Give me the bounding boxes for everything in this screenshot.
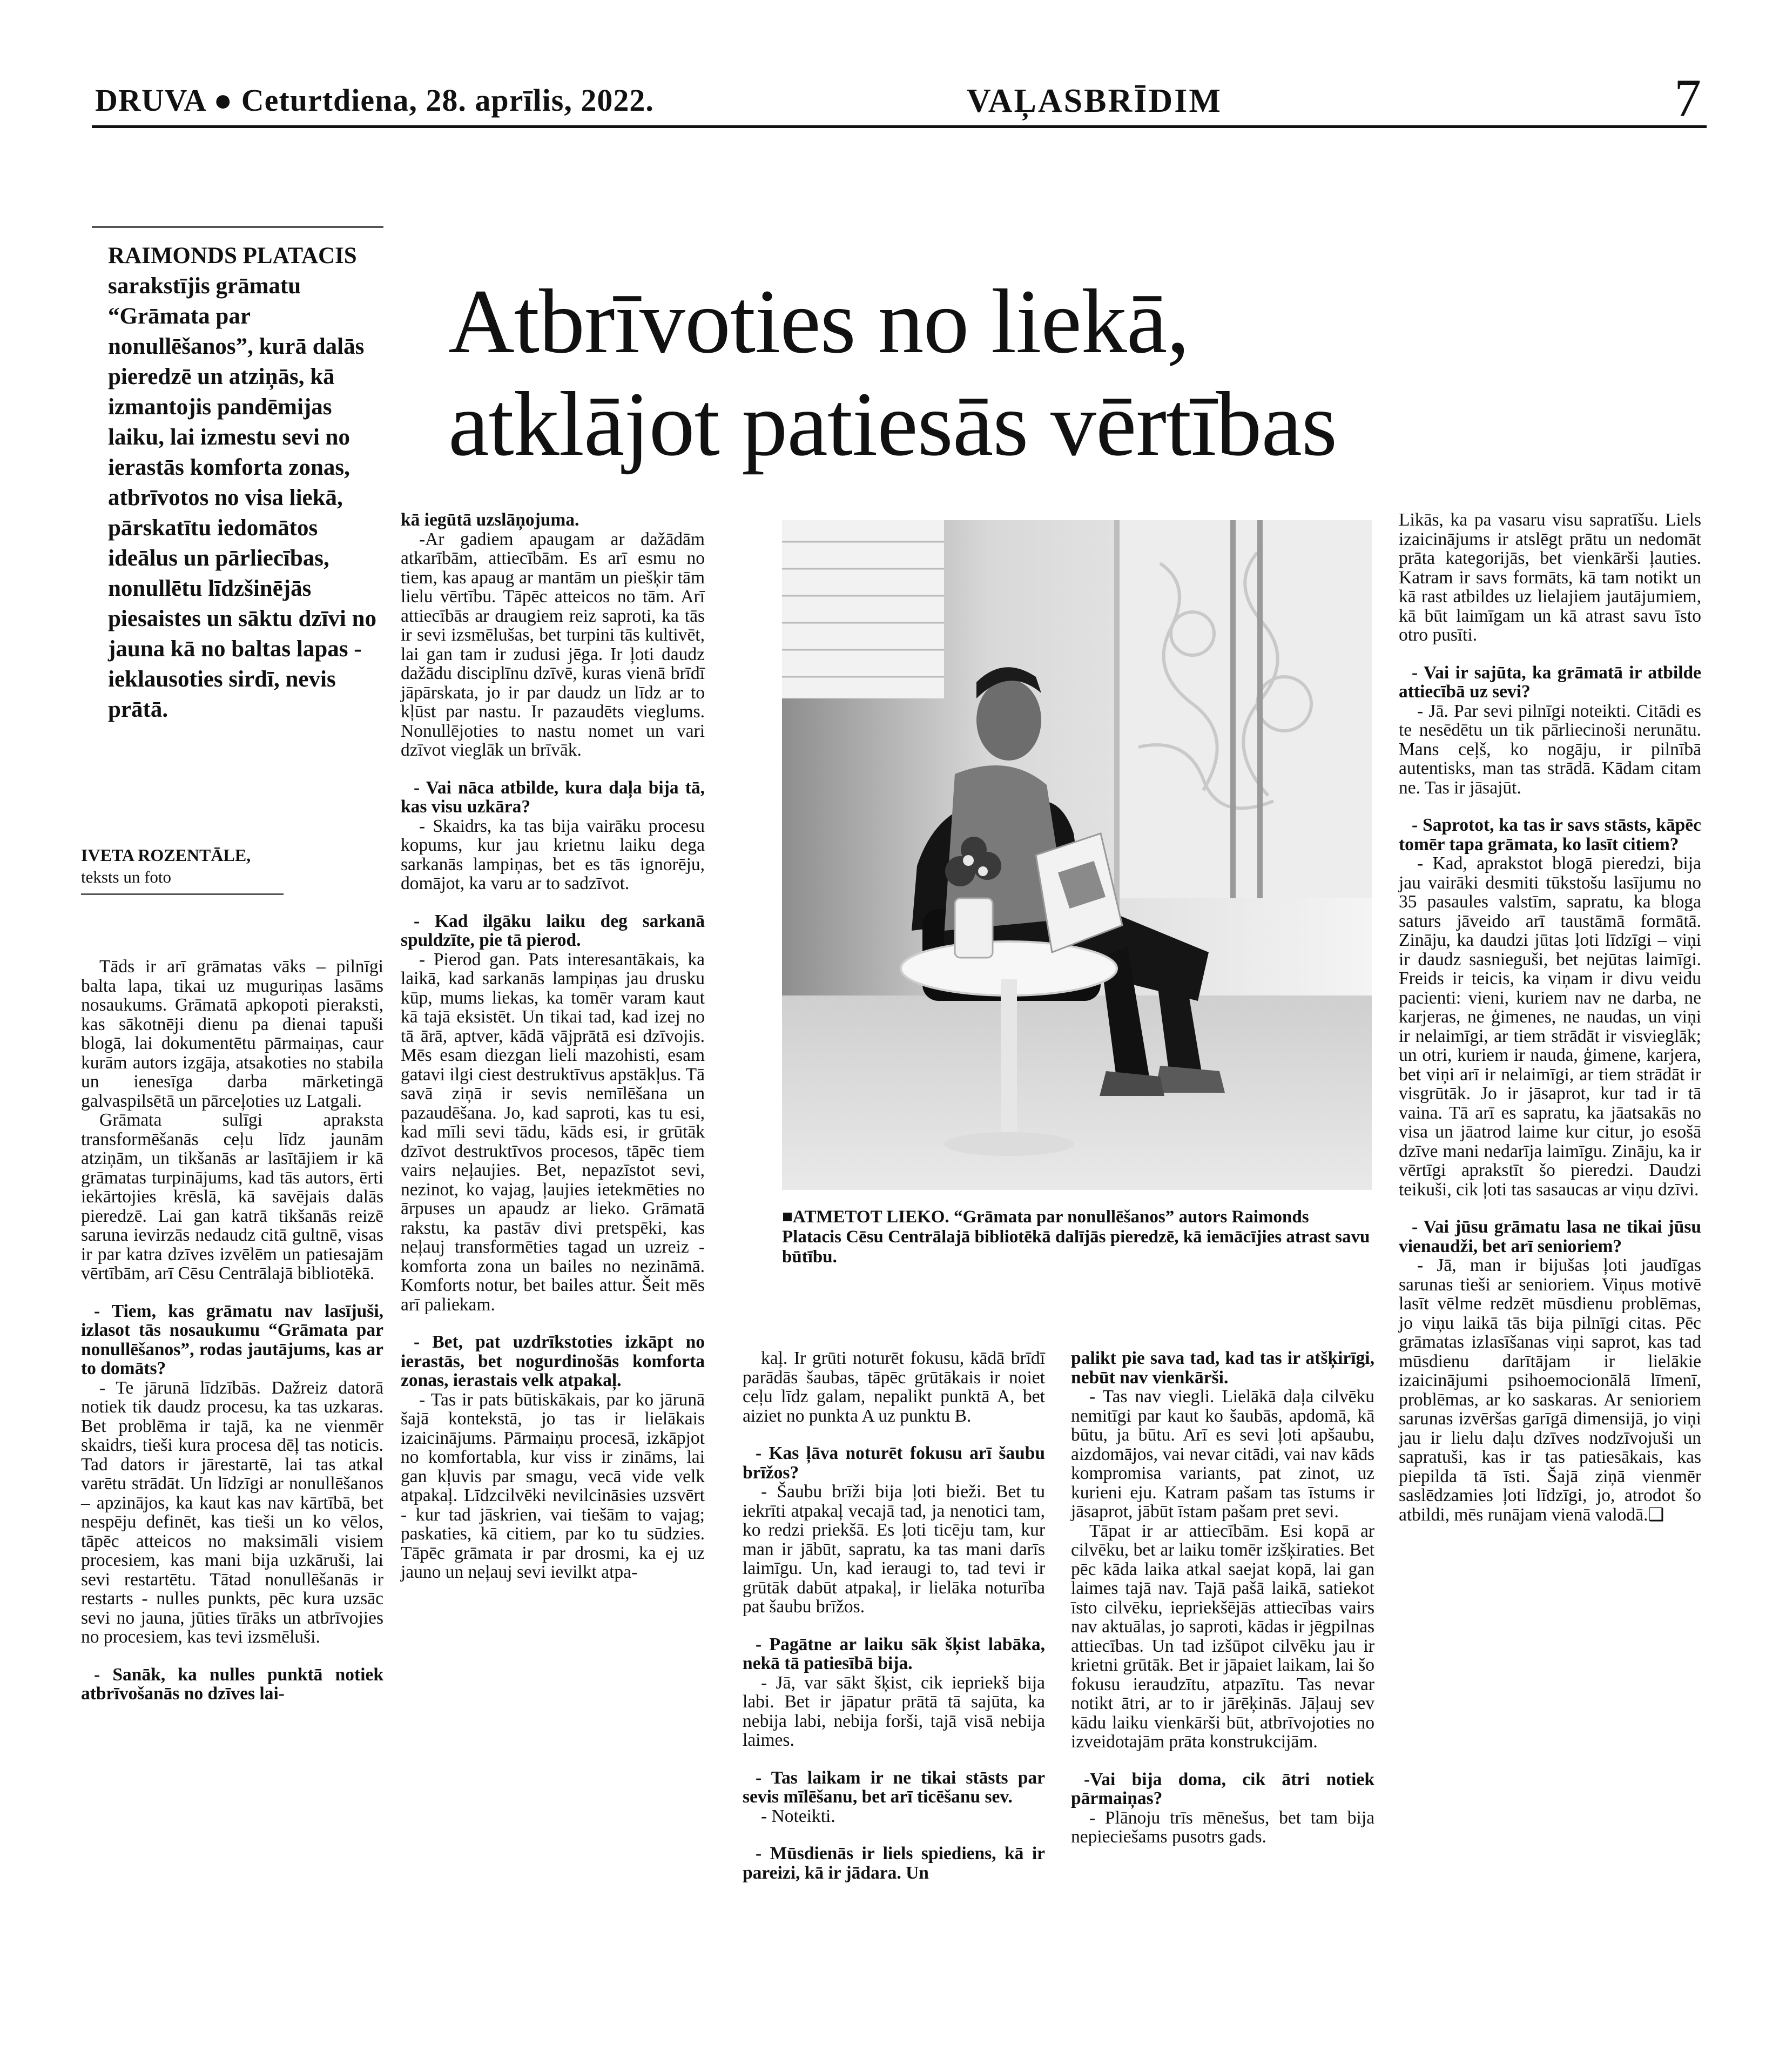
caption-label: ■ATMETOT LIEKO.: [782, 1207, 949, 1227]
article-paragraph: - Šaubu brīži bija ļoti bieži. Bet tu iekrīti atpakaļ vecajā tad, ja nenotici tam, ko redzi priekšā. Es ļoti ticēju tam, kur man ir jābūt, sapratu, ka tas mani darīs laimīgu. Un, kad ieraugi to, tad tevi ir grūtāk dabūt atpakaļ, ir lielāka noturība pat šaubu brīžos.: [743, 1482, 1045, 1617]
interview-question: - Vai nāca atbilde, kura daļa bija tā, kas visu uzkāra?: [401, 777, 705, 817]
article-paragraph: - Jā. Par sevi pilnīgi noteikti. Citādi es te nesēdētu un tik pārliecinoši nerunātu. Mans ceļš, ko nogāju, ir pilnībā autentisks, man tas strādā. Kādam citam ne. Tas ir jāsajūt.: [1399, 701, 1701, 798]
body-column-4: [1071, 1349, 1374, 1847]
article-paragraph: kaļ. Ir grūti noturēt fokusu, kādā brīdī parādās šaubas, tāpēc grūtākais ir noiet ceļu līdz galam, nepalikt punktā A, bet aiziet no punkta A uz punktu B.: [743, 1348, 1045, 1426]
headline-line-1: Atbrīvoties no liekā,: [448, 271, 1189, 372]
article-paragraph: - Noteikti.: [761, 1806, 835, 1826]
body-column-3: [743, 1349, 1045, 1882]
article-paragraph: - Plānoju trīs mēnešus, bet tam bija nepieciešams pusotrs gads.: [1071, 1807, 1374, 1847]
interview-question: - Kad ilgāku laiku deg sarkanā spuldzīte, pie tā pierod.: [401, 911, 705, 950]
interview-question: - Kas ļāva noturēt fokusu arī šaubu brīžos?: [743, 1443, 1045, 1483]
article-paragraph: - Tas nav viegli. Lielākā daļa cilvēku nemitīgi par kaut ko šaubās, apdomā, kā būtu, ja būtu. Arī es sevi ļoti apšaubu, aizdomājos, vai nevar citādi, vai nav kāds kompromisa variants, pat zinot, uz kurieni eju. Katram pašam tas īstums ir jāsaprot, jābūt īstam pašam pret sevi.: [1071, 1387, 1374, 1522]
article-paragraph: - Pierod gan. Pats interesantākais, ka laikā, kad sarkanās lampiņas jau drusku kūp, mums liekas, ka tomēr varam kaut kā tajā eksistēt. Un tikai tad, kad izej no tā ārā, aptver, kādā vājprātā esi dzīvojis. Mēs esam diezgan lieli mazohisti, esam gatavi ilgi ciest destruktīvus apstākļus. Tā savā ziņā ir sevis nemīlēšana un pazaudēšana. Jo, kad saproti, kas tu esi, kad mīli sevi tādu, kāds esi, ir grūtāk dzīvot destruktīvos procesos, tāpēc tiem vairs neļaujies. Bet, nepazīstot sevi, nezinot, ko vajag, ļaujies ietekmēties no ārpuses un apaudz ar lieko. Grāmatā rakstu, ka pastāv divi pretspēki, kas neļauj transformēties tagad un uzreiz - komforta zona un bailes no nezināmā. Komforts notur, bet bailes attur. Šeit mēs arī paliekam.: [401, 949, 705, 1315]
interview-question: - Sanāk, ka nulles punktā notiek atbrīvošanās no dzīves lai-: [81, 1664, 383, 1704]
article-paragraph: - Tas ir pats būtiskākais, par ko jārunā šajā kontekstā, jo tas ir lielākais izaicinājums. Pārmaiņu procesā, izkāpjot no komfortabla, kur viss ir zināms, lai gan kļuvis par smagu, vecā vide velk atpakaļ. Līdzcilvēki nevilcināsies uzsvērt - kur tad jāskrien, vai tiešām to vajag; paskaties, kā citiem, par ko tu sūdzies. Tāpēc grāmata ir par drosmi, ka ej uz jauno un neļauj sevi ievilkt atpa-: [401, 1389, 705, 1582]
section-title: VAĻASBRĪDIM: [967, 83, 1222, 119]
interview-question: - Vai ir sajūta, ka grāmatā ir atbilde attiecībā uz sevi?: [1399, 662, 1701, 702]
interview-question: - Vai jūsu grāmatu lasa ne tikai jūsu vienaudži, bet arī senioriem?: [1399, 1217, 1701, 1256]
interview-question: kā iegūtā uzslāņojuma.: [401, 510, 579, 530]
interview-question: palikt pie sava tad, kad tas ir atšķirīgi, nebūt nav vienkārši.: [1071, 1348, 1374, 1388]
article-paragraph: Likās, ka pa vasaru visu sapratīšu. Liels izaicinājums ir atslēgt prātu un nedomāt prāta kategorijās, bet vienkārši ļauties. Katram ir savs formāts, kā tam notikt un kā rast atbildes uz lielajiem jautājumiem, kā būt laimīgam un kā atrast savu īsto otro pusīti.: [1399, 510, 1701, 645]
interview-question: - Pagātne ar laiku sāk šķist labāka, nekā tā patiesībā bija.: [743, 1634, 1045, 1673]
body-column-2: [401, 510, 705, 1582]
article-paragraph: Grāmata sulīgi apraksta transformēšanās ceļu līdz jaunām atziņām, un tikšanās ar lasītājiem ir kā grāmatas turpinājums, kad tās autors, ērti iekārtojies krēslā, kā savējais dalās pieredzē. Lai gan katrā tikšanās reizē saruna ievirzās nedaudz citā gultnē, visas ir par katra dzīves izvēlēm un patiesajām vērtībām, arī Cēsu Centrālajā bibliotēkā.: [81, 1110, 383, 1283]
author-summary-box: [92, 226, 383, 725]
article-paragraph: Tāds ir arī grāmatas vāks – pilnīgi balta lapa, tikai uz muguriņas lasāms nosaukums. Grāmatā apkopoti pieraksti, kas sākotnēji dienu pa dienai tapuši blogā, lai dokumentētu pārmaiņas, caur kurām autors izgāja, atsakoties no stabila un ienesīga darba mārketingā galvaspilsētā un pārceļoties uz Latgali.: [81, 957, 383, 1111]
interview-question: - Tiem, kas grāmatu nav lasījuši, izlasot tās nosaukumu “Grāmata par nonullēšanos”, rodas jautājums, kas ar to domāts?: [81, 1301, 383, 1378]
article-paragraph: -Ar gadiem apaugam ar dažādām atkarībām, attiecībām. Es arī esmu no tiem, kas apaug ar mantām un piešķir tām lielu vērtību. Tāpēc atteicos no tām. Arī attiecībās ar draugiem reiz saproti, ka tās ir sevi izsmēlušas, bet turpini tās kultivēt, lai gan tam ir zudusi jēga. Ir ļoti daudz dažādu disciplīnu dzīvē, kuras vienā brīdī jāpārskata, jo ir par daudz un līdz ar to kļūst par nastu. Ir pazaudēts vieglums. Nonullējoties to nastu nomet un vari dzīvot vieglāk un brīvāk.: [401, 529, 705, 760]
masthead: [92, 68, 1707, 128]
headline-line-2: atklājot patiesās vērtības: [448, 373, 1337, 475]
article-photo: [782, 520, 1372, 1190]
byline-role: teksts un foto: [81, 867, 172, 886]
article-lead: RAIMONDS PLATACIS sarakstījis grāmatu “Grāmata par nonullēšanos”, kurā dalās pieredzē un atziņās, kā izmantojis pandēmijas laiku, lai izmestu sevi no ierastās komforta zonas, atbrīvotos no visa liekā, pārskatītu iedomātos ideālus un pārliecības, nonullētu līdzšinējās piesaistes un sāktu dzīvi no jauna kā no baltas lapas - ieklausoties sirdī, nevis prātā.: [108, 243, 377, 722]
photo-caption: [782, 1207, 1372, 1267]
byline-author: IVETA ROZENTĀLE,: [81, 845, 251, 865]
publication-date: DRUVA ● Ceturtdiena, 28. aprīlis, 2022.: [95, 83, 654, 118]
article-paragraph: - Jā, man ir bijušas ļoti jaudīgas sarunas tieši ar senioriem. Viņus motivē lasīt vēlme redzēt mūsdienu problēmas, jo viņu laikā tās bija pilnīgi citas. Pēc grāmatas izlasīšanas viņi saprot, kas tad mūsdienu darītājam ir lielākie izaicinājumi psihoemocionālā līmenī, problēmas, ar ko saskaras. Ar senioriem sarunas izvēršas garīgā dimensijā, jo viņi jau ir lielu daļu dzīves nodzīvojuši un sapratuši, kas ir tas patiesākais, kas piepilda tā īsti. Šajā ziņā vienmēr saslēdzamies ļoti līdzīgi, jo, atrodot šo atbildi, mēs runājam vienā valodā.❑: [1399, 1255, 1701, 1525]
caption-text: “Grāmata par nonullēšanos” autors Raimonds Platacis Cēsu Centrālajā bibliotēkā dalījās pieredzē, kā iemācījies atrast savu būtību.: [782, 1207, 1370, 1267]
interview-question: - Bet, pat uzdrīkstoties izkāpt no ierastās, bet nogurdinošās komforta zonas, ierastais velk atpakaļ.: [401, 1332, 705, 1390]
article-paragraph: - Skaidrs, ka tas bija vairāku procesu kopums, kur jau krietnu laiku dega sarkanās lampiņas, bet es tās ignorēju, domājot, ka varu ar to sadzīvot.: [401, 816, 705, 893]
article-paragraph: - Jā, var sākt šķist, cik iepriekš bija labi. Bet ir jāpatur prātā tā sajūta, ka nebija labi, nebija forši, tajā visā nebija laimes.: [743, 1672, 1045, 1750]
photo-illustration: [782, 520, 1372, 1190]
interview-question: -Vai bija doma, cik ātri notiek pārmaiņas?: [1071, 1769, 1374, 1808]
interview-question: - Saprotot, ka tas ir savs stāsts, kāpēc tomēr tapa grāmata, ko lasīt citiem?: [1399, 815, 1701, 855]
article-headline: [448, 270, 1707, 475]
page-number: 7: [1674, 68, 1701, 128]
interview-question: - Tas laikam ir ne tikai stāsts par sevis mīlēšanu, bet arī ticēšanu sev.: [743, 1767, 1045, 1807]
interview-question: - Mūsdienās ir liels spiediens, kā ir pareizi, kā ir jādara. Un: [743, 1844, 1045, 1883]
article-paragraph: Tāpat ir ar attiecībām. Esi kopā ar cilvēku, bet ar laiku tomēr izšķiraties. Bet pēc kāda laika atkal saejat kopā, lai gan laimes tajā nav. Tajā pašā laikā, satiekot īsto cilvēku, iepriekšējās attiecības vairs nav aktuālas, jo saproti, kādas ir jēgpilnas attiecības. Un tad izšūpot cilvēku jau ir krietni grūtāk. Bet ir jāpaiet laikam, lai šo fokusu ieraudzītu, atpazītu. Tas nevar notikt ātri, ar to ir jārēķinās. Jāļauj sev kādu laiku vienkārši būt, atbrīvojoties no izveidotajām prāta konstrukcijām.: [1071, 1521, 1374, 1752]
byline: [81, 845, 284, 895]
body-column-1: [81, 957, 383, 1704]
article-paragraph: - Te jārunā līdzībās. Dažreiz datorā notiek tik daudz procesu, ka tas uzkaras. Bet problēma ir tajā, ka ne vienmēr skaidrs, tieši kura procesa dēļ tas noticis. Tad dators ir jārestartē, lai tas atkal varētu strādāt. Un līdzīgi ar nonullēšanos – apzinājos, ka kaut kas nav kārtībā, bet nespēju definēt, kas tieši un ko vēlos, tāpēc atteicos no maksimāli visiem procesiem, kas mani bija uzkāruši, lai sevi restartētu. Tātad nonullēšanās ir restarts - nulles punkts, pēc kura uzsāc sevi no jauna, jūties tīrāks un atbrīvojies no procesiem, kas tevi izsmēluši.: [81, 1377, 383, 1647]
body-column-5: [1399, 510, 1701, 1524]
article-paragraph: - Kad, aprakstot blogā pieredzi, bija jau vairāki desmiti tūkstošu lasījumu no 35 pasaules valstīm, sapratu, ka bloga saturs jāveido arī taustāmā formātā. Zināju, ka daudzi jūtas ļoti līdzīgi – viņi ir daudz sasnieguši, bet nejūtas laimīgi. Freids ir teicis, ka viņam ir divu veidu pacienti: vieni, kuriem nav ne darba, ne karjeras, ne ģimenes, ne naudas, un viņi ir nelaimīgi, ar tiem strādāt ir visvieglāk; un otri, kuriem ir nauda, ģimene, karjera, bet viņi arī ir nelaimīgi, ar tiem strādāt ir visgrūtāk. Jo ir jāsaprot, kur tad ir tā vaina. Tā arī es sapratu, ka jāatsakās no visa un jāatrod laime kur citur, jo esošā dzīve mani nedarīja laimīgu. Zināju, ka ir vērtīgi aprakstīt šo pieredzi. Daudzi teikuši, cik ļoti tas sasaucas ar viņu dzīvi.: [1399, 853, 1701, 1200]
